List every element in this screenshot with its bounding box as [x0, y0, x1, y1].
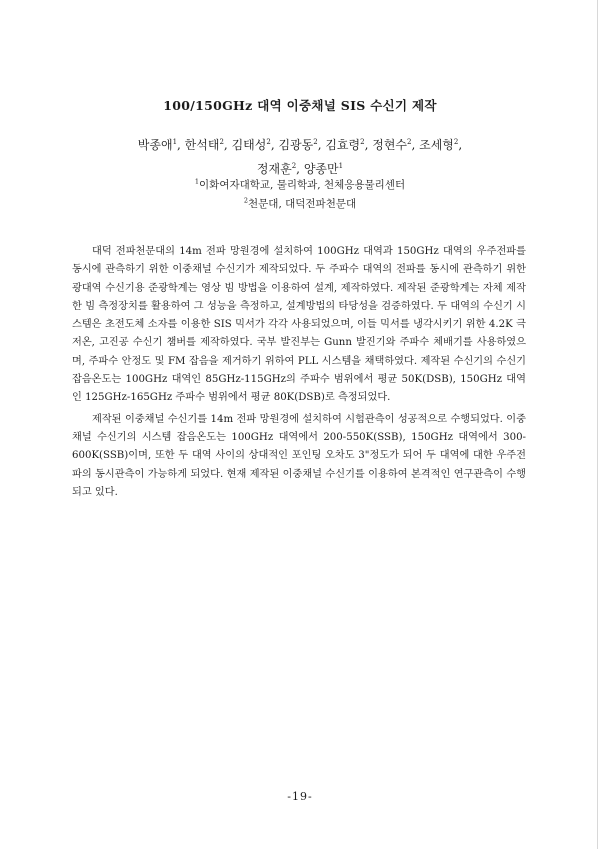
- author: 한석태$^2$: [184, 138, 224, 152]
- author: 양종만$^1$: [303, 162, 344, 176]
- author: 김태성$^2$: [231, 138, 271, 152]
- author-line-2: 정재훈$^2$, 양종만$^1$: [256, 162, 344, 176]
- author: 정현수$^2$: [372, 138, 412, 152]
- abstract: [72, 243, 526, 505]
- author: 박종애$^1$: [137, 138, 178, 152]
- author: 김광동$^2$: [278, 138, 318, 152]
- author: 김효령$^2$: [325, 138, 365, 152]
- author: 조세형$^2$: [419, 138, 459, 152]
- affiliation-1: $^1$이화여자대학교, 물리학과, 천체응용물리센터: [194, 177, 406, 191]
- author: 정재훈$^2$: [256, 162, 297, 176]
- paper-title: 100/150GHz 대역 이중채널 SIS 수신기 제작: [163, 98, 437, 113]
- scan-edge-line: [597, 0, 598, 849]
- author-line-1: 박종애$^1$, 한석태$^2$, 김태성$^2$, 김광동$^2$, 김효령$^2$, 정현수$^2$, 조세형$^2$,: [137, 138, 463, 152]
- author-list: [80, 132, 520, 180]
- abstract-paragraph: 제작된 이중채널 수신기를 14m 전파 망원경에 설치하여 시험관측이 성공적으로 수행되었다. 이중채널 수신기의 시스템 잡음온도는 100GHz 대역에서 200-550K(SSB), 150GHz 대역에서 300- 600K(SSB)이며, 또한 두 대역 사이의 상대적인 포인팅 오차도 3"정도가 되어 두 대역에 대한 우주전파의 동시관측이 가능하게 되었다. 현재 제작된 이중채널 수신기를 이용하여 본격적인 연구관측이 수행되고 있다.: [72, 413, 526, 498]
- abstract-paragraph: 대덕 전파천문대의 14m 전파 망원경에 설치하여 100GHz 대역과 150GHz 대역의 우주전파를 동시에 관측하기 위한 이중채널 수신기가 제작되었다. 두 주파수 대역의 전파를 동시에 관측하기 위한 광대역 수신기용 준광학계는 영상 빔 방법을 이용하여 설계, 제작하였다. 제작된 준광학계는 자체 제작한 빔 측정장치를 활용하여 그 성능을 측정하고, 설계방법의 타당성을 검증하였다. 두 대역의 수신기 시스템은 초전도체 소자를 이용한 SIS 믹서가 각각 사용되었으며, 이들 믹서를 냉각시키기 위한 4.2K 극저온, 고진공 수신기 챔버를 제작하였다. 국부 발진부는 Gunn 발진기와 주파수 체배기를 사용하였으며, 주파수 안정도 및 FM 잡음을 제거하기 위하여 PLL 시스템을 채택하였다. 제작된 수신기의 수신기 잡음온도는 100GHz 대역인 85GHz-115GHz의 주파수 범위에서 평균 50K(DSB), 150GHz 대역인 125GHz-165GHz 주파수 범위에서 평균 80K(DSB)로 측정되었다.: [72, 246, 526, 404]
- page-number: -19-: [287, 790, 313, 803]
- affiliation-2: $^2$천문대, 대덕전파천문대: [243, 196, 357, 210]
